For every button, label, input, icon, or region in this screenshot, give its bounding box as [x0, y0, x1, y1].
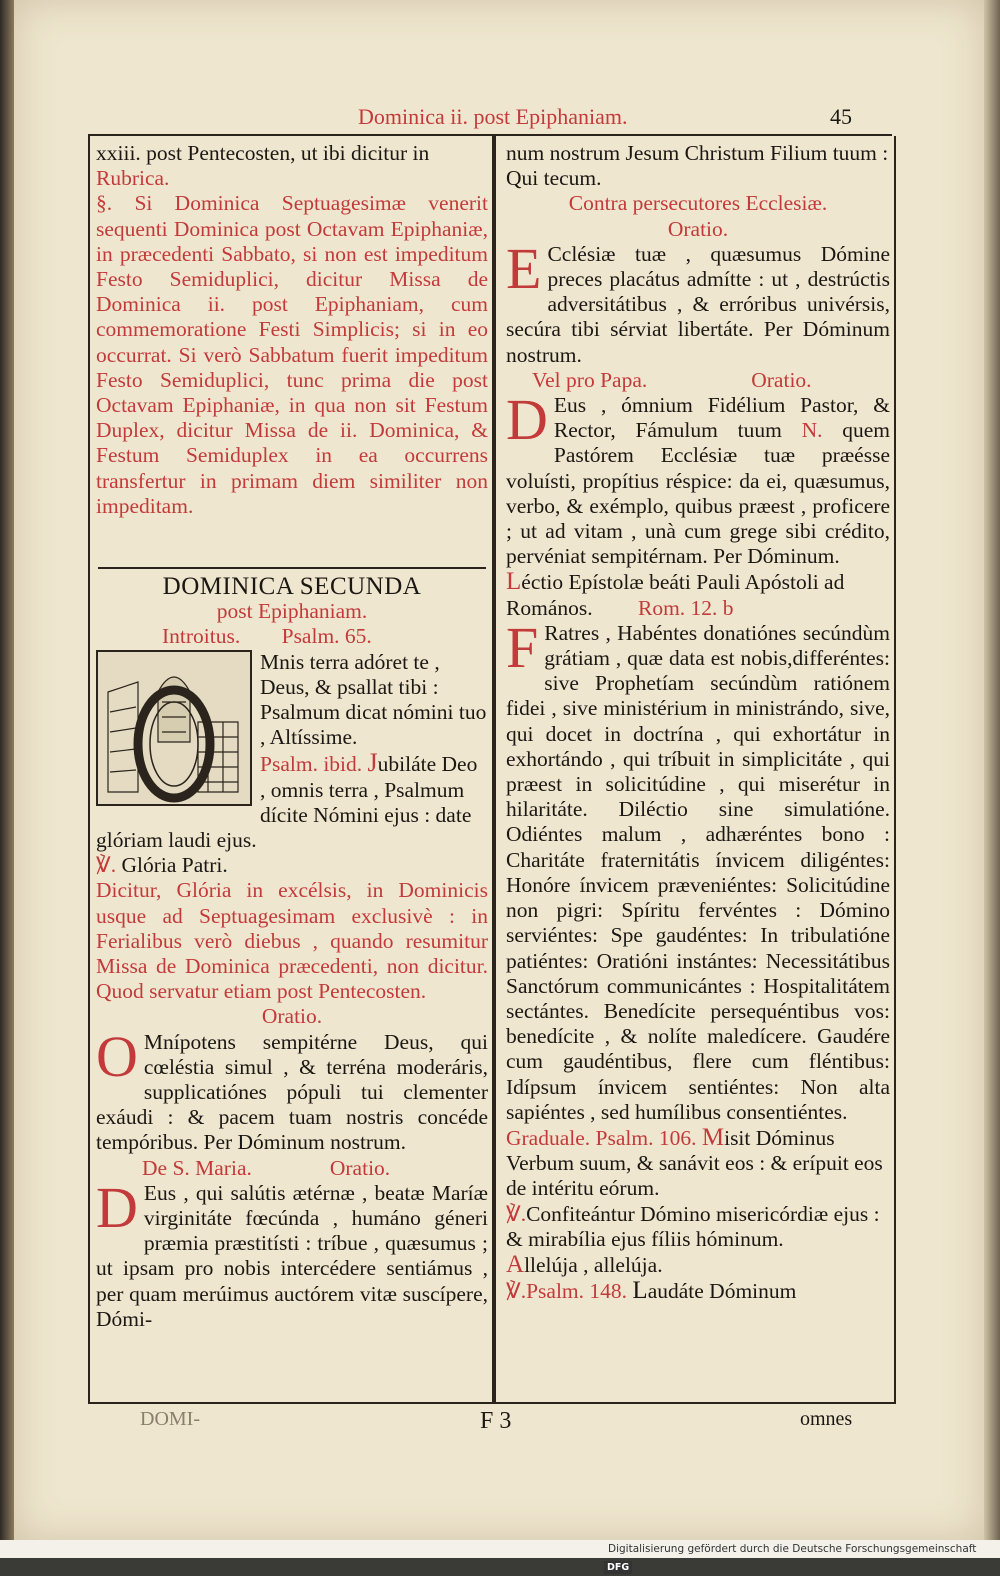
- book-left-edge: [0, 0, 14, 1540]
- dropcap-e: E: [506, 235, 542, 301]
- page-number: 45: [830, 104, 852, 129]
- papa-text-2: quem Pastórem Ecclésiæ tuæ præésse voluísti, propítius réspice: da ei, quæsumus, verbo, & exémplo, quibus præest , proficere ; ut ad vitam , unà cum grege sibi crédito, pervéniat sempitérnam. Per Dóminum.: [506, 418, 891, 569]
- gloria-text: Glória Patri.: [121, 853, 228, 878]
- woodcut-illustration: [98, 652, 250, 804]
- dicitur-rubric: Dicitur, Glória in excélsis, in Dominicis usque ad Septuagesimam exclusivè : in Ferialibus verò diebus , quando resumitur Missa de Dominica præcedenti, non dicitur. Quod servatur etiam post Pentecosten.: [96, 878, 488, 1004]
- catchword-right: omnes: [800, 1408, 853, 1430]
- romans-reference: Rom. 12. b: [637, 595, 734, 620]
- papa-paragraph: [506, 387, 891, 569]
- section-title: DOMINICA SECUNDA: [162, 573, 422, 600]
- vel-pro-papa-label: Vel pro Papa.: [532, 367, 648, 392]
- versicle-icon: ℣.: [96, 853, 117, 878]
- catchword-left: DOMI-: [140, 1408, 200, 1430]
- maria-paragraph: [96, 1174, 488, 1332]
- de-s-maria-label: De S. Maria.: [142, 1155, 252, 1180]
- alleluja-text: llelúja , allelúja.: [524, 1252, 663, 1277]
- alleluja-line: [506, 1252, 890, 1278]
- vel-pro-papa-line: [506, 368, 890, 393]
- papa-text-1: Eus , ómnium Fidélium Pastor, & Rector, Fámulum tuum: [553, 393, 890, 443]
- confiteantur-line: [506, 1202, 890, 1252]
- dropcap-d-right: D: [506, 387, 548, 453]
- section-separator: [98, 567, 486, 569]
- lectio-text: éctio Epístolæ beáti Pauli Apóstoli ad Romános.: [506, 570, 845, 620]
- epistle-paragraph: [506, 614, 890, 1125]
- introitus-psalm: Psalm. 65.: [281, 624, 372, 649]
- footer-bar: [0, 1540, 600, 1558]
- graduale-text: isit Dóminus Verbum suum, & sanávit eos : & erípuit eos de intéritu eórum.: [506, 1125, 883, 1201]
- dropcap-f: F: [506, 614, 539, 680]
- initial-l: L: [506, 568, 522, 596]
- dropcap-d: D: [96, 1174, 138, 1240]
- n-marker: N.: [801, 418, 823, 443]
- psalm-148-label: Psalm. 148.: [526, 1279, 628, 1304]
- woodcut-initial-o: [96, 650, 252, 806]
- graduale-line: [506, 1125, 890, 1202]
- section-subtitle: post Epiphaniam.: [216, 599, 368, 624]
- graduale-label: Graduale. Psalm. 106.: [506, 1125, 697, 1150]
- continuation-line: xxiii. post Pentecosten, ut ibi dicitur in: [96, 141, 430, 165]
- rubric-paragraph: §. Si Dominica Septuagesimæ venerit sequenti Dominica post Octavam Epiphaniæ, in præcedenti Sabbato, si non est impeditum Festo Semiduplici, dicitur Missa de Dominica ii. post Epiphaniam, cum commemoratione Festi Simplicis; si in eo occurrat. Si verò Sabbatum fuerit impeditum Festo Semiduplici, tunc prima die post Octavam Epiphaniæ, in qua non sit Festum Duplex, dicitur Missa de ii. Dominica, & Festum Semiduplex in ea occurrens transfertur in primam diem similiter non impeditam.: [96, 191, 488, 518]
- introitus-block: [96, 650, 488, 854]
- introitus-label: Introitus.: [162, 624, 241, 649]
- versicle-icon-right-2: ℣.: [506, 1279, 527, 1304]
- de-s-maria-line: [96, 1156, 488, 1181]
- introitus-text: Mnis terra adóret te , Deus, & psallat tibi : Psalmum dicat nómini tuo , Altíssime.: [260, 649, 487, 750]
- epistle-text: Ratres , Habéntes donatiónes secúndùm grátiam , quæ data est nobis,differéntes: sive Prophetíam secúndùm ratiónem fidei , sive ministérium in ministrándo, sive, qui docet in doctrína , qui exhortátur in exhortándo , qui tríbuit in simplicitáte , qui præest in solicitúdine , qui miserétur in hilaritáte. Diléctio sine simulatióne. Odiéntes malum , adhæréntes bono : Charitáte fraternitátis ínvicem diligéntes: Honóre ínvicem præveniéntes: Solicitúdine non pigri: Spíritu fervéntes : Dómino serviéntes: Spe gaudéntes: In tribulatióne patiéntes: Oratióni instántes: Necessitátibus Sanctórum communicántes : Hospitalitátem sectántes. Benedícite persequéntibus vos: benedícite , & nolíte maledícere. Gaudére cum gaudéntibus, flere cum fléntibus: Idípsum ínvicem sentiéntes: Non alta sapiéntes , sed humílibus consentiéntes.: [506, 620, 890, 1124]
- dropcap-o: O: [96, 1023, 138, 1089]
- lectio-line: [506, 569, 890, 620]
- ecclesiae-paragraph: [506, 235, 890, 368]
- continuation-text: num nostrum Jesum Christum Filium tuum : Qui tecum.: [506, 141, 889, 191]
- oratio-label-right-2: Oratio.: [751, 367, 812, 392]
- introitus-line: [96, 624, 488, 649]
- oratio-paragraph: [96, 1023, 488, 1156]
- footer-text: Digitalisierung gefördert durch die Deutsche Forschungsgemeinschaft: [608, 1543, 977, 1555]
- running-title: Dominica ii. post Epiphaniam.: [358, 104, 628, 129]
- jubilate-text: ubiláte Deo , omnis terra , Psalmum dícite Nómini ejus : date glóriam laudi ejus.: [96, 752, 478, 853]
- confiteantur-text: Confiteántur Dómino misericórdiæ ejus : & mirabília ejus fíliis hóminum.: [506, 1201, 880, 1251]
- initial-l-laudate: L: [632, 1277, 648, 1305]
- oratio-text: Mnípotens sempitérne Deus, qui cœléstia simul , & terréna moderáris, supplicatiónes pópuli tui clementer exáudi : & pacem tuam nostris concéde tempóribus. Per Dóminum nostrum.: [96, 1029, 488, 1155]
- versicle-icon-right: ℣.: [506, 1201, 527, 1226]
- initial-m: M: [701, 1123, 725, 1151]
- initial-j: J: [367, 748, 378, 778]
- maria-text: Eus , qui salútis ætérnæ , beatæ Maríæ virginitáte fœcúnda , humáno géneri præmia præstitísti : tríbue , quæsumus ; ut ipsam pro nobis intercédere sentiámus , per quam merúimus auctórem vitæ suscípere, Dómi-: [96, 1180, 488, 1331]
- gloria-line: [96, 853, 488, 878]
- right-column: [506, 141, 890, 1304]
- psalm-ibid-label: Psalm. ibid.: [260, 752, 363, 777]
- dominica-section: [96, 574, 488, 1332]
- laudate-line: [506, 1278, 890, 1304]
- oratio-heading: Oratio.: [261, 1004, 323, 1029]
- signature-mark: F 3: [480, 1408, 512, 1434]
- rubrica-label: Rubrica.: [96, 166, 170, 191]
- oratio-heading-right: Oratio.: [667, 216, 729, 241]
- book-right-edge: [984, 0, 1000, 1540]
- left-column: [96, 141, 488, 519]
- dfg-logo: DFG: [604, 1561, 632, 1574]
- laudate-text: audáte Dóminum: [647, 1279, 797, 1304]
- initial-a: A: [506, 1250, 525, 1278]
- ecclesiae-text: Cclésiæ tuæ , quæsumus Dómine preces placátus admítte : ut , destrúctis adversitátibus , & erróribus univérsis, secúra tibi sérviat libertáte. Per Dóminum nostrum.: [506, 241, 890, 367]
- oratio-label-2: Oratio.: [329, 1155, 391, 1180]
- contra-heading: Contra persecutores Ecclesiæ.: [568, 191, 828, 216]
- footer: [600, 1540, 1000, 1573]
